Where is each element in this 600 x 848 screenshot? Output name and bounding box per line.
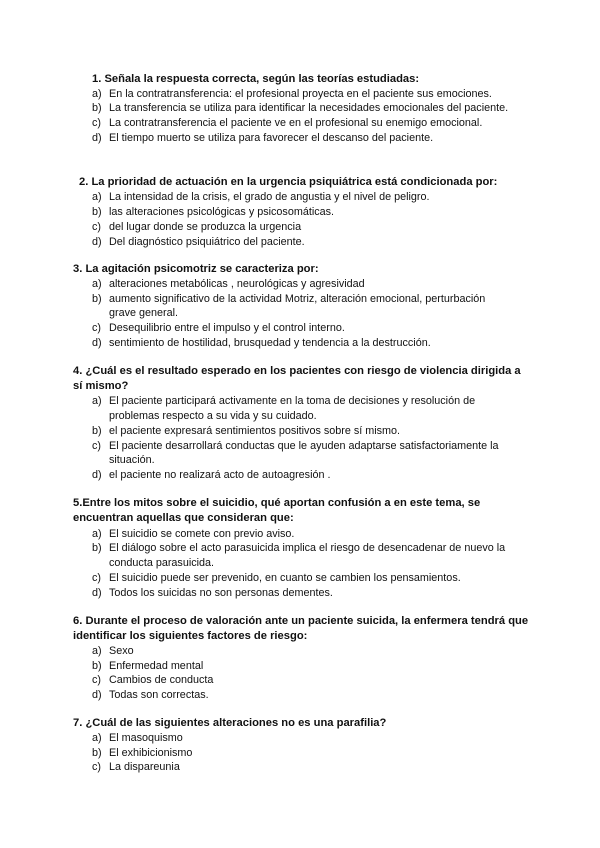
question-5-title-continued: encuentran aquellas que consideran que:: [73, 512, 294, 524]
question-1-title: 1. Señala la respuesta correcta, según las teorías estudiadas:: [92, 73, 420, 85]
option-text: El masoquismo: [109, 732, 183, 744]
question-4-option-a-continuation: [109, 409, 317, 424]
option-label: b): [92, 425, 102, 437]
option-label: c): [92, 674, 101, 686]
option-text: La dispareunia: [109, 761, 180, 773]
option-text: El paciente participará activamente en la toma de decisiones y resolución de: [109, 395, 476, 407]
option-text: Del diagnóstico psiquiátrico del paciente.: [109, 236, 305, 248]
option-text: El diálogo sobre el acto parasuicida implica el riesgo de desencadenar de nuevo la: [109, 542, 506, 554]
option-label: b): [92, 542, 102, 554]
question-4-title-continued: sí mismo?: [73, 380, 129, 392]
option-label: d): [92, 337, 102, 349]
option-text-continued: grave general.: [109, 307, 179, 319]
option-text: El paciente desarrollará conductas que le ayuden adaptarse satisfactoriamente la: [109, 440, 499, 452]
option-text: sentimiento de hostilidad, brusquedad y tendencia a la destrucción.: [109, 337, 431, 349]
option-text: el paciente no realizará acto de autoagresión .: [109, 469, 331, 481]
option-text-continued: conducta parasuicida.: [109, 557, 215, 569]
question-2-title: 2. La prioridad de actuación en la urgencia psiquiátrica está condicionada por:: [79, 176, 498, 188]
option-label: c): [92, 761, 101, 773]
option-text: del lugar donde se produzca la urgencia: [109, 221, 302, 233]
option-text-continued: situación.: [109, 454, 155, 466]
option-label: d): [92, 587, 102, 599]
option-text: El suicidio puede ser prevenido, en cuanto se cambien los pensamientos.: [109, 572, 461, 584]
option-text: El exhibicionismo: [109, 747, 193, 759]
option-label: c): [92, 322, 101, 334]
option-label: d): [92, 236, 102, 248]
question-4-option-c-continuation: [109, 453, 155, 468]
option-label: a): [92, 395, 102, 407]
option-text: el paciente expresará sentimientos positivos sobre sí mismo.: [109, 425, 401, 437]
option-label: b): [92, 660, 102, 672]
option-label: b): [92, 747, 102, 759]
option-label: b): [92, 102, 102, 114]
question-4-title: 4. ¿Cuál es el resultado esperado en los pacientes con riesgo de violencia dirigida a: [73, 365, 521, 377]
option-label: d): [92, 689, 102, 701]
option-label: d): [92, 469, 102, 481]
option-label: c): [92, 221, 101, 233]
option-label: a): [92, 88, 102, 100]
option-text: Todas son correctas.: [109, 689, 209, 701]
option-label: a): [92, 278, 102, 290]
option-text: El suicidio se comete con previo aviso.: [109, 528, 295, 540]
option-label: c): [92, 440, 101, 452]
option-text: aumento significativo de la actividad Motriz, alteración emocional, perturbación: [109, 293, 486, 305]
option-label: c): [92, 117, 101, 129]
question-5-title: 5.Entre los mitos sobre el suicidio, qué aportan confusión a en este tema, se: [73, 497, 481, 509]
option-text: El tiempo muerto se utiliza para favorecer el descanso del paciente.: [109, 132, 434, 144]
option-text: Cambios de conducta: [109, 674, 214, 686]
option-text: La intensidad de la crisis, el grado de angustia y el nivel de peligro.: [109, 191, 430, 203]
option-text-continued: problemas respecto a su vida y su cuidado.: [109, 410, 317, 422]
option-text: Desequilibrio entre el impulso y el control interno.: [109, 322, 345, 334]
option-label: b): [92, 206, 102, 218]
option-label: a): [92, 191, 102, 203]
option-text: La transferencia se utiliza para identificar la necesidades emocionales del paciente.: [109, 102, 509, 114]
option-label: b): [92, 293, 102, 305]
option-text: La contratransferencia el paciente ve en el profesional su enemigo emocional.: [109, 117, 483, 129]
option-label: a): [92, 645, 102, 657]
option-label: a): [92, 732, 102, 744]
option-text: Enfermedad mental: [109, 660, 204, 672]
option-text: alteraciones metabólicas , neurológicas y agresividad: [109, 278, 365, 290]
option-text: Sexo: [109, 645, 134, 657]
question-7-title: 7. ¿Cuál de las siguientes alteraciones no es una parafilia?: [73, 717, 387, 729]
option-label: c): [92, 572, 101, 584]
question-6-title: 6. Durante el proceso de valoración ante un paciente suicida, la enfermera tendrá que: [73, 615, 529, 627]
option-text: las alteraciones psicológicas y psicosomáticas.: [109, 206, 335, 218]
question-6-title-continued: identificar los siguientes factores de riesgo:: [73, 630, 308, 642]
option-label: d): [92, 132, 102, 144]
option-text: Todos los suicidas no son personas dementes.: [109, 587, 333, 599]
question-3-title: 3. La agitación psicomotriz se caracteriza por:: [73, 263, 319, 275]
option-label: a): [92, 528, 102, 540]
option-text: En la contratransferencia: el profesional proyecta en el paciente sus emociones.: [109, 88, 492, 100]
